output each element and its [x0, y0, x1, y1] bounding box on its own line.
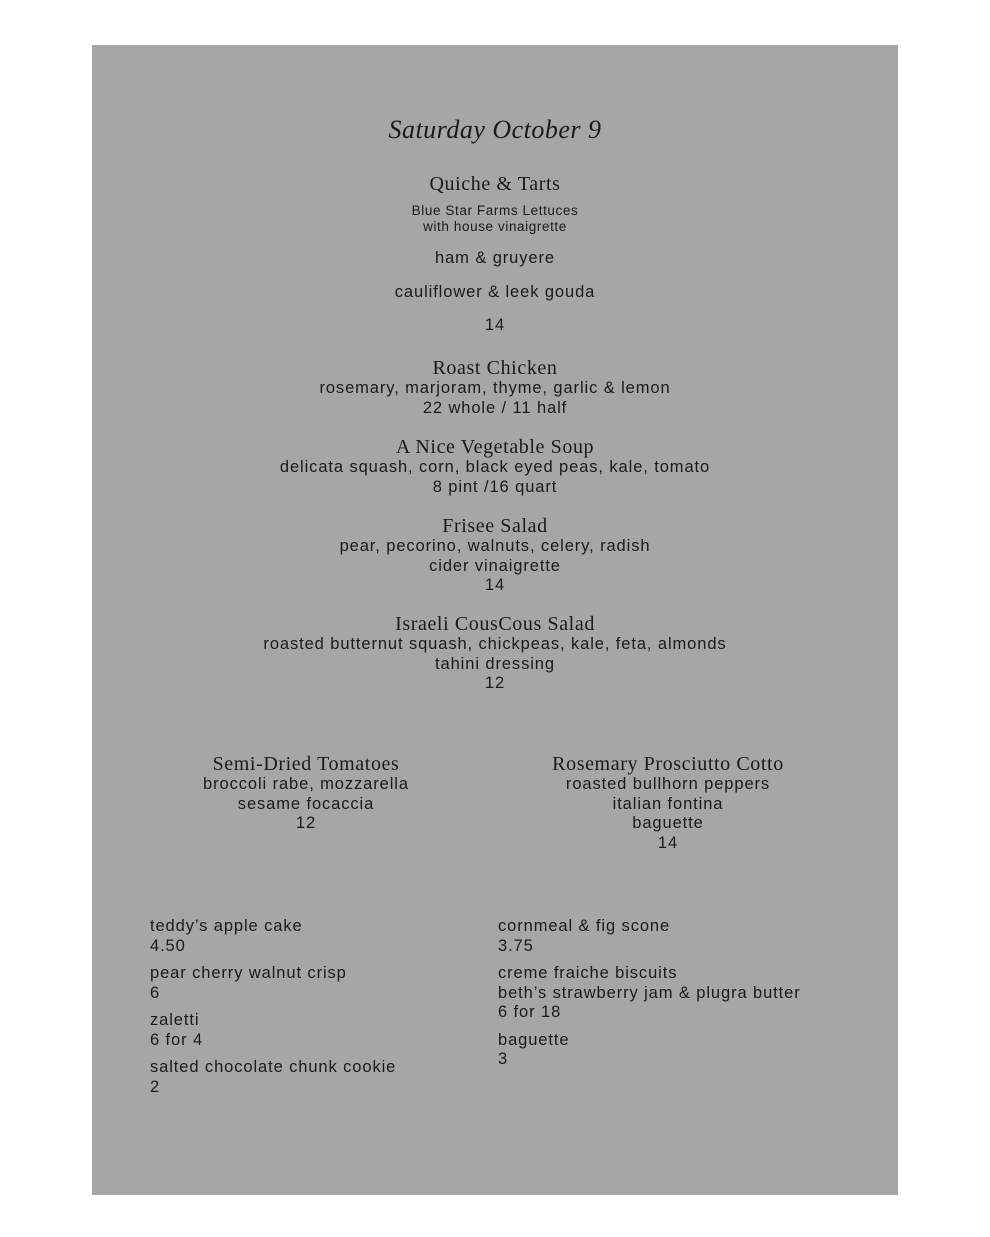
chicken-heading: Roast Chicken: [432, 357, 558, 379]
quiche-option-1: ham & gruyere: [435, 249, 555, 267]
chicken-section: [92, 357, 898, 418]
sweet-item: [150, 964, 470, 1003]
frisee-description-2: cider vinaigrette: [429, 556, 561, 575]
soup-description: delicata squash, corn, black eyed peas, kale, tomato: [279, 458, 711, 476]
sandwich-right-heading: Rosemary Prosciutto Cotto: [552, 753, 784, 775]
sandwich-left-description-2: sesame focaccia: [237, 794, 375, 813]
sandwich-right-description-2: italian fontina: [612, 794, 724, 813]
sandwich-right-description-3: baguette: [632, 814, 704, 832]
frisee-description-1: pear, pecorino, walnuts, celery, radish: [339, 537, 651, 555]
sandwich-right-section: [508, 753, 828, 853]
couscous-description-1: roasted butternut squash, chickpeas, kale, feta, almonds: [263, 635, 727, 653]
sweet-item-name: salted chocolate chunk cookie: [150, 1058, 397, 1076]
sandwich-left-heading: Semi-Dried Tomatoes: [212, 753, 400, 775]
couscous-description-2: tahini dressing: [435, 654, 555, 673]
sweet-item-price: 3: [498, 1050, 509, 1068]
sweet-item: [150, 1011, 470, 1050]
couscous-price: 12: [484, 674, 506, 692]
sweet-item-description: beth’s strawberry jam & plugra butter: [498, 983, 801, 1002]
quiche-option-2: cauliflower & leek gouda: [394, 282, 596, 301]
sweets-left-column: [150, 917, 470, 1105]
menu-page: [92, 45, 898, 1195]
quiche-price: 14: [484, 316, 506, 334]
frisee-section: [92, 515, 898, 596]
menu-date-title: Saturday October 9: [388, 115, 602, 144]
sweet-item-price: 2: [150, 1077, 161, 1096]
frisee-heading: Frisee Salad: [442, 515, 548, 537]
quiche-section: [92, 173, 898, 336]
sweets-right-column: [498, 917, 888, 1078]
sweet-item: [150, 1058, 470, 1097]
sweet-item-price: 3.75: [498, 936, 534, 955]
chicken-price: 22 whole / 11 half: [422, 398, 568, 417]
lettuce-line-1: Blue Star Farms Lettuces: [411, 203, 579, 218]
sweet-item-name: zaletti: [150, 1011, 200, 1029]
couscous-heading: Israeli CousCous Salad: [395, 613, 595, 635]
sweet-item-name: creme fraiche biscuits: [498, 964, 678, 982]
sweet-item-price: 6 for 4: [150, 1030, 204, 1049]
sweet-item-price: 4.50: [150, 936, 186, 955]
soup-heading: A Nice Vegetable Soup: [395, 436, 595, 458]
sweet-item: [498, 917, 888, 956]
sweet-item-name: teddy’s apple cake: [150, 917, 303, 935]
couscous-section: [92, 613, 898, 694]
sweet-item-price: 6: [150, 983, 161, 1002]
lettuce-line-2: with house vinaigrette: [423, 219, 567, 234]
sweet-item: [498, 1031, 888, 1070]
sandwich-right-price: 14: [657, 833, 679, 852]
sweet-item: [498, 964, 888, 1023]
sandwich-left-section: [156, 753, 456, 834]
sweet-item-name: baguette: [498, 1030, 570, 1049]
sweet-item-name: pear cherry walnut crisp: [150, 964, 347, 982]
sandwich-right-description-1: roasted bullhorn peppers: [565, 775, 771, 793]
soup-price: 8 pint /16 quart: [432, 477, 558, 496]
chicken-description: rosemary, marjoram, thyme, garlic & lemon: [319, 379, 671, 397]
frisee-price: 14: [484, 576, 506, 594]
soup-section: [92, 436, 898, 497]
sweet-item: [150, 917, 470, 956]
quiche-heading: Quiche & Tarts: [429, 173, 561, 195]
sandwich-left-price: 12: [295, 814, 317, 832]
sandwich-left-description-1: broccoli rabe, mozzarella: [203, 775, 409, 793]
sweet-item-price: 6 for 18: [498, 1003, 562, 1021]
sweet-item-name: cornmeal & fig scone: [498, 917, 671, 935]
